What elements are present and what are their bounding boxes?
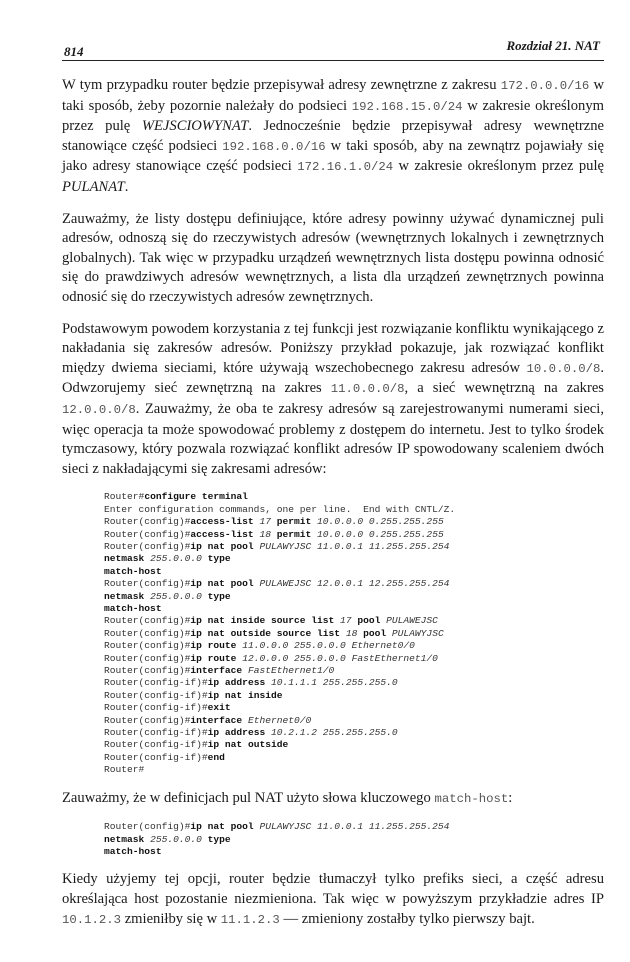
inline-code: 10.1.2.3 — [62, 912, 122, 927]
code-prompt: Router(config)# — [104, 528, 191, 540]
code-line — [104, 541, 604, 553]
code-argument: FastEthernet1/0 — [247, 664, 335, 676]
code-line — [104, 516, 604, 528]
code-prompt: Router# — [104, 491, 145, 503]
code-prompt: Router(config-if)# — [104, 739, 208, 751]
code-line — [104, 566, 604, 578]
text-segment: W tym przypadku router będzie przepisywał adresy zewnętrzne z zakresu — [62, 77, 501, 93]
code-prompt: Router(config)# — [104, 821, 191, 833]
code-line — [104, 677, 604, 689]
code-prompt: Router(config)# — [104, 615, 191, 627]
code-argument: 255.0.0.0 — [150, 553, 208, 565]
text-segment: w taki sposób, aby na zewnątrz pojawiały się jako adresy stanowiące część podsieci — [62, 137, 605, 175]
code-command: type — [207, 833, 231, 845]
code-command: access-list — [190, 528, 260, 540]
code-line — [104, 529, 604, 541]
code-line — [104, 578, 604, 590]
code-listing-config — [104, 491, 604, 776]
code-line — [104, 834, 604, 846]
code-prompt: Router(config)# — [104, 578, 191, 590]
code-line — [104, 846, 604, 858]
code-argument: 10.0.0.0 0.255.255.255 — [317, 528, 444, 540]
code-argument: PULAWYJSC 11.0.0.1 11.255.255.254 — [259, 821, 450, 833]
code-command: type — [207, 590, 231, 602]
text-segment: , a sieć wewnętrzną na zakres — [404, 380, 604, 397]
code-argument: 12.0.0.0 255.0.0.0 FastEthernet1/0 — [242, 652, 438, 664]
inline-code: 172.16.1.0/24 — [297, 160, 394, 175]
code-command: ip nat pool — [190, 540, 260, 552]
paragraph-match-host — [62, 789, 604, 810]
inline-code: 12.0.0.0/8 — [62, 402, 136, 417]
code-command: ip address — [207, 727, 271, 738]
code-command: match-host — [104, 565, 162, 577]
code-command: match-host — [104, 846, 162, 858]
code-line — [104, 665, 604, 677]
running-header — [0, 0, 630, 62]
inline-code: 172.0.0.0/16 — [500, 79, 590, 93]
inline-code: 10.0.0.0/8 — [526, 361, 601, 376]
code-command: exit — [207, 702, 231, 714]
code-line — [104, 615, 604, 627]
code-line — [104, 764, 604, 776]
code-command: ip nat inside — [207, 689, 283, 701]
code-prompt: Router(config)# — [104, 640, 191, 652]
code-command: end — [207, 751, 225, 763]
text-segment: . Odwzorujemy sieć zewnętrzną na zakres — [62, 359, 604, 397]
code-command: ip nat outside — [207, 739, 289, 751]
code-line — [104, 715, 604, 727]
inline-code: 11.0.0.0/8 — [330, 382, 405, 397]
inline-code: 192.168.0.0/16 — [222, 139, 326, 154]
text-segment: . Zauważmy, że oba te zakresy adresów są zarejestrowanymi numerami sieci, więc operacja ta może spowodować problemy z dostępem do internetu. Jest to tylko środek tymczasowy, który pozwala rozwiązać konflikt adresów IP spowodowany scaleniem dwóch sieci z nakładającymi się zakresami adresów: — [62, 400, 604, 477]
code-line — [104, 628, 604, 640]
code-command: ip nat inside source list — [190, 615, 341, 627]
code-command: permit — [276, 516, 318, 528]
header-rule — [62, 60, 604, 61]
code-prompt: Router(config)# — [104, 516, 191, 528]
code-prompt: Router(config)# — [104, 627, 191, 639]
code-line — [104, 821, 604, 833]
code-command: interface — [190, 664, 248, 676]
code-command: ip address — [207, 677, 271, 689]
code-argument: PULAWYJSC 11.0.0.1 11.255.255.254 — [259, 540, 450, 552]
code-argument: PULAWEJSC 12.0.0.1 12.255.255.254 — [259, 578, 450, 590]
code-prompt: Enter configuration commands, one per line. End with CNTL/Z. — [104, 503, 456, 515]
code-line — [104, 491, 604, 503]
code-prompt: Router# — [104, 764, 145, 776]
code-prompt: Router(config-if)# — [104, 689, 208, 701]
paragraph-prefix-translation — [62, 870, 604, 930]
code-line — [104, 739, 604, 751]
inline-code: 192.168.15.0/24 — [351, 99, 463, 114]
code-command: access-list — [190, 516, 260, 528]
code-command: netmask — [104, 553, 151, 565]
code-line — [104, 504, 604, 516]
code-line — [104, 690, 604, 702]
code-prompt: Router(config-if)# — [104, 702, 208, 714]
text-segment: : — [508, 789, 513, 806]
code-command: pool — [357, 615, 387, 627]
code-argument: PULAWYJSC — [391, 627, 444, 639]
code-command: ip nat outside source list — [190, 627, 346, 639]
code-command: interface — [190, 714, 248, 726]
code-command: match-host — [104, 602, 162, 614]
code-argument: 18 — [345, 627, 364, 639]
text-segment: w zakresie określonym przez pulę — [62, 97, 604, 135]
emphasis-text: WEJSCIOWYNAT — [141, 118, 249, 135]
code-argument: 255.0.0.0 — [150, 833, 208, 845]
paragraph-access-lists — [62, 210, 604, 308]
code-command: ip nat pool — [190, 821, 260, 833]
code-line — [104, 640, 604, 652]
code-command: ip nat pool — [190, 578, 260, 590]
paragraph-overlap-conflict — [62, 320, 604, 480]
text-segment: Zauważmy, że listy dostępu definiujące, które adresy powinny używać dynamicznej puli adresów, odnoszą się do rzeczywistych adresów (wewnętrznych lokalnych i zewnętrznych globalnych). Tak więc w przypadku urządzeń wewnętrznych lista dostępu powinna odnosić się do prawdziwych adresów wewnętrznych, a lista dla urządzeń zewnętrznych powinna odnosić się do rzeczywistych adresów zewnętrznych. — [62, 210, 604, 305]
code-argument: Ethernet0/0 — [247, 714, 312, 726]
code-line — [104, 727, 604, 739]
code-argument: 18 — [259, 528, 277, 540]
code-prompt: Router(config)# — [104, 664, 191, 676]
inline-code: match-host — [434, 791, 509, 806]
code-argument: 10.2.1.2 255.255.255.0 — [270, 727, 398, 738]
code-prompt: Router(config-if)# — [104, 677, 208, 689]
text-segment: Zauważmy, że w definicjach pul NAT użyto słowa kluczowego — [62, 789, 435, 806]
code-command: netmask — [104, 590, 151, 602]
code-argument: 10.0.0.0 0.255.255.255 — [317, 516, 444, 528]
code-command: netmask — [104, 833, 151, 845]
text-segment: w zakresie określonym przez pulę — [393, 158, 604, 175]
page-body — [0, 62, 630, 962]
code-argument: 17 — [259, 516, 277, 528]
code-command: configure terminal — [144, 491, 248, 503]
code-argument: 11.0.0.0 255.0.0.0 Ethernet0/0 — [242, 640, 415, 652]
inline-code: 11.1.2.3 — [220, 912, 280, 927]
code-listing-pool — [104, 821, 604, 858]
code-prompt: Router(config)# — [104, 714, 191, 726]
code-line — [104, 603, 604, 615]
code-line — [104, 591, 604, 603]
code-prompt: Router(config)# — [104, 652, 191, 664]
code-argument: PULAWEJSC — [386, 615, 438, 627]
code-command: pool — [363, 627, 392, 639]
code-command: type — [207, 553, 231, 565]
code-line — [104, 553, 604, 565]
text-segment: Kiedy użyjemy tej opcji, router będzie tłumaczył tylko prefiks sieci, a część adresu określająca host pozostanie niezmieniona. Tak więc w powyższym przykładzie adres IP — [62, 871, 604, 908]
code-prompt: Router(config-if)# — [104, 727, 208, 738]
text-segment: w taki sposób, żeby pozornie należały do podsieci — [62, 77, 604, 114]
code-command: permit — [276, 528, 318, 540]
page-number: 814 — [64, 44, 84, 59]
code-command: ip route — [190, 640, 243, 652]
text-segment: Podstawowym powodem korzystania z tej funkcji jest rozwiązanie konfliktu wynikającego z nakładania się zakresów adresów. Poniższy przykład pokazuje, jak rozwiązać konflikt między dwiema sieciami, które używają wszechobecnego zakresu adresów — [62, 320, 604, 376]
code-argument: 17 — [340, 615, 358, 627]
code-line — [104, 653, 604, 665]
text-segment: . — [124, 178, 129, 195]
text-segment: . Jednocześnie będzie przepisywał adresy wewnętrzne stanowiące część podsieci — [62, 118, 604, 154]
code-line — [104, 752, 604, 764]
running-header-chapter: Rozdział 21. NAT — [506, 38, 600, 53]
code-argument: 10.1.1.1 255.255.255.0 — [270, 677, 398, 689]
code-prompt: Router(config-if)# — [104, 751, 208, 763]
emphasis-text: PULANAT — [62, 178, 125, 195]
code-line — [104, 702, 604, 714]
text-segment: zmieniłby się w — [121, 910, 221, 927]
code-prompt: Router(config)# — [104, 540, 191, 552]
code-command: ip route — [190, 652, 243, 664]
text-segment: — zmieniony zostałby tylko pierwszy bajt. — [279, 910, 535, 927]
paragraph-nat-pools — [62, 76, 604, 198]
code-argument: 255.0.0.0 — [150, 590, 208, 602]
